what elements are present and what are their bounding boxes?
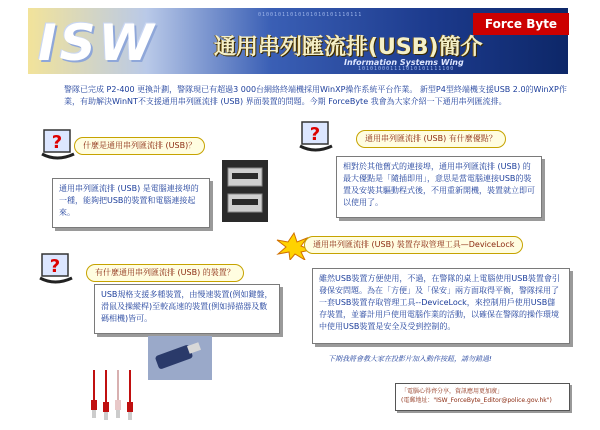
question-usb-advantages: 通用串列匯流排 (USB) 有什麼優點？ <box>356 130 506 148</box>
banner-binary-bottom: 101010001111010101111100 <box>358 66 455 72</box>
svg-text:?: ? <box>51 132 63 153</box>
banner-subtitle: Information Systems Wing <box>344 58 464 67</box>
contact-box <box>395 383 570 411</box>
intro-paragraph: 警隊已完成 P2-400 更換計劃，警隊現已有超過3 000台網絡終端機採用WinXP操作系統平台作業。 新型P4型終端機支援USB 2.0的WinXP作業，有助解決WinNT不支援通用串列匯流排 (USB) 界面裝置的問題。今期 ForceByte 我會為大家介紹一下通用串列匯流排。 <box>64 85 567 106</box>
svg-text:?: ? <box>309 124 321 145</box>
answer-what-is-usb: 通用串列匯流排 (USB) 是電腦連接埠的一種，能夠把USB的裝置和電腦連接起來。 <box>52 178 210 228</box>
contact-slogan: 「電腦心得齊分享，資訊應用更加廣」 <box>401 388 504 395</box>
usb-port-image <box>222 160 268 222</box>
question-what-is-usb: 什麼是通用串列匯流排 (USB)？ <box>74 137 205 155</box>
answer-usb-advantages: 相對於其他舊式的連接埠，通用串列匯流排 (USB) 的最大優點是「隨插即用」，意思是當電腦連接USB的裝置及安裝其驅動程式後，不用重新開機，裝置就立即可以使用了。 <box>336 156 542 218</box>
usb-cables-image <box>86 370 136 422</box>
banner-binary-top: 01001011010101010101110111 <box>258 12 363 18</box>
svg-text:?: ? <box>49 256 61 277</box>
brand-badge: Force Byte <box>473 13 569 35</box>
answer-devicelock: 雖然USB裝置方便使用，不過，在警隊的桌上電腦使用USB裝置會引發保安問題。為在「方便」及「保安」兩方面取得平衡，警隊採用了一套USB裝置存取管理工具--DeviceLock，來控制用戶使用USB儲存裝置，並審計用戶使用電腦作業的活動，以確保在警隊的操作環境中使用USB裝置是安全及受到控制的。 <box>312 268 570 344</box>
page-title: 通用串列匯流排(USB)簡介 <box>214 35 483 60</box>
answer-usb-devices: USB規格支援多種裝置，由慢速裝置(例如鍵盤，滑鼠及操縱桿)至較高速的裝置(例如掃描器及數碼相機)皆可。 <box>94 284 280 334</box>
contact-email: (電郵地址："ISW_ForceByte_Editor@police.gov.hk") <box>401 397 552 404</box>
question-mark-icon <box>38 252 78 286</box>
question-usb-devices: 有什麼通用串列匯流排 (USB) 的裝置？ <box>86 264 244 282</box>
next-issue-note: 下期我將會教大家在投影片加入動作按鈕，請勿錯過! <box>328 355 492 363</box>
usb-flash-drive-image <box>148 336 212 380</box>
heading-devicelock: 通用串列匯流排 (USB) 裝置存取管理工具—DeviceLock <box>304 236 523 254</box>
isw-logo: ISW <box>38 14 157 72</box>
question-mark-icon <box>298 120 338 154</box>
